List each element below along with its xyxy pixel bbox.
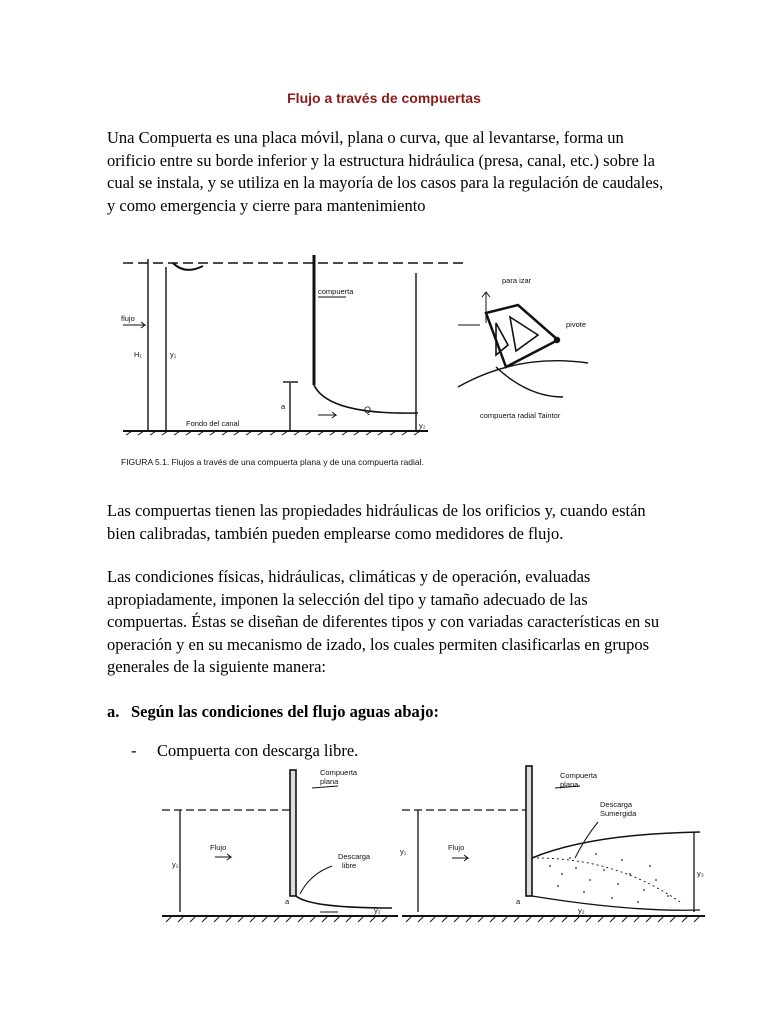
fig2-compuerta-1: Compuerta <box>320 768 358 777</box>
fig2-descarga-sum: Descarga <box>600 800 633 809</box>
fig2-plana-1: plana <box>320 777 339 786</box>
figure2-left-labels <box>172 768 381 915</box>
fig2-a-2: a <box>516 897 521 906</box>
fig2-sumergida: Sumergida <box>600 809 637 818</box>
fig1-label-radial: compuerta radial Taintor <box>480 411 561 420</box>
fig1-label-fondo: Fondo del canal <box>186 419 240 428</box>
fig2-y3: y₃ <box>697 869 704 878</box>
section-a-marker: a. <box>107 702 120 721</box>
free-discharge-diagram <box>162 770 398 922</box>
fig1-label-pivote: pivote <box>566 320 587 329</box>
page-title: Flujo a través de compuertas <box>287 90 481 106</box>
fig2-flujo-1: Flujo <box>210 843 227 852</box>
fig1-label-q: Q <box>364 405 372 415</box>
fig2-libre-1: libre <box>342 861 357 870</box>
fig2-y2-2: y₂ <box>578 906 585 915</box>
fig1-label-y2: y₂ <box>419 421 426 430</box>
fig2-y2-1: y₂ <box>374 906 381 915</box>
fig1-label-h1: H₁ <box>134 350 142 359</box>
plane-gate-diagram <box>123 255 463 435</box>
intro-paragraph: Una Compuerta es una placa móvil, plana o curva, que al levantarse, forma un orificio entre su borde inferior y la estructura hidráulica (presa, canal, etc.) sobre la cual se instala, y se utiliza en la mayoría de los casos para la regulación de caudales, y como emergencia y cierre para mantenimiento <box>107 128 664 215</box>
fig1-label-para-izar: para izar <box>502 276 532 285</box>
fig2-y1-1: y₁ <box>172 860 179 869</box>
fig1-label-flujo: flujo <box>121 314 135 323</box>
radial-gate-diagram <box>458 292 588 397</box>
fig1-label-y1: y₁ <box>170 350 177 359</box>
conditions-paragraph: Las condiciones físicas, hidráulicas, climáticas y de operación, evaluadas apropiadamente, imponen la selección del tipo y tamaño adecuado de las compuertas. Éstas se diseñan de diferentes tipos y con variadas características en su operación y en su mecanismo de izado, los cuales permiten clasificarlas en grupos generales de la siguiente manera: <box>107 567 660 676</box>
bullet-descarga-libre <box>131 741 358 761</box>
submerged-bubbles <box>549 853 669 903</box>
fig2-flujo-2: Flujo <box>448 843 465 852</box>
fig1-label-compuerta: compuerta <box>318 287 354 296</box>
fig2-plana-2: plana <box>560 780 579 789</box>
fig2-y1-2: y₁ <box>400 847 407 856</box>
fig1-label-a: a <box>281 402 286 411</box>
fig2-compuerta-2: Compuerta <box>560 771 598 780</box>
figure1-left-labels <box>121 287 426 430</box>
bullet-text: Compuerta con descarga libre. <box>157 741 359 760</box>
fig2-descarga-1: Descarga <box>338 852 371 861</box>
fig2-a-1: a <box>285 897 290 906</box>
figure2-right-labels <box>400 771 704 915</box>
figure-compuertas-plana-radial <box>118 245 638 475</box>
bullet-dash: - <box>131 741 137 760</box>
properties-paragraph: Las compuertas tienen las propiedades hidráulicas de los orificios y, cuando están bien calibradas, también pueden emplearse como medidores de flujo. <box>107 501 646 543</box>
section-a-heading <box>107 702 439 722</box>
figure-descarga-libre-sumergida <box>160 762 705 928</box>
figure1-caption: FIGURA 5.1. Flujos a través de una compuerta plana y de una compuerta radial. <box>121 457 424 467</box>
section-a-text: Según las condiciones del flujo aguas abajo: <box>131 702 440 721</box>
